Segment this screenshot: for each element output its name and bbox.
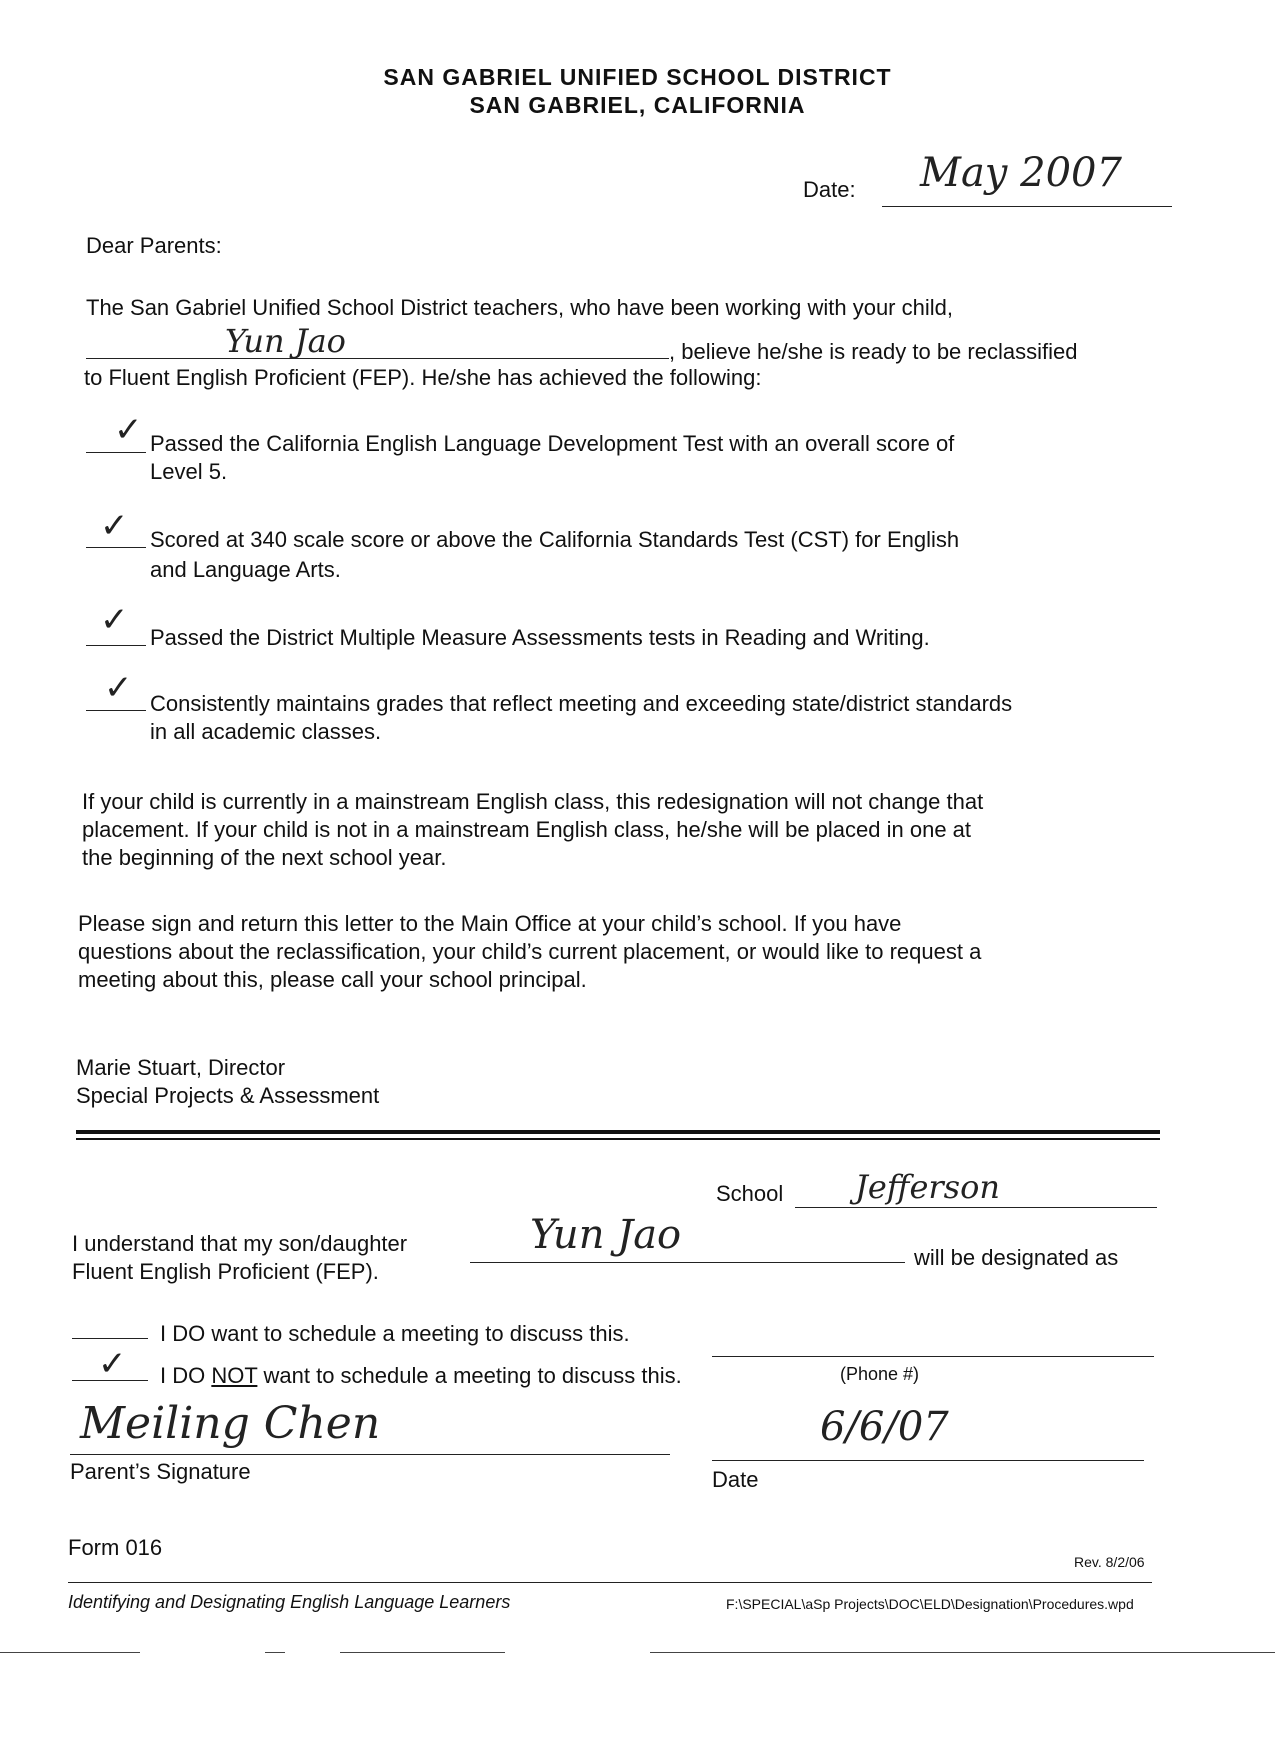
intro-line-3: to Fluent English Proficient (FEP). He/she has achieved the following: (84, 365, 762, 390)
criterion-1-text-cont: Level 5. (150, 459, 228, 484)
criterion-2-text-cont: and Language Arts. (150, 557, 341, 582)
parent-signature-handwritten: Meiling Chen (80, 1398, 381, 1449)
phone-line (712, 1356, 1154, 1357)
signatory-title: Special Projects & Assessment (76, 1083, 380, 1108)
criterion-2-checkmark: ✓ (100, 506, 129, 546)
criterion-1-blank (86, 452, 146, 453)
criterion-2-blank (86, 547, 146, 548)
intro-line-1: The San Gabriel Unified School District teachers, who have been working with your child, (86, 295, 953, 320)
school-line (795, 1207, 1157, 1208)
criterion-2-text: Scored at 340 scale score or above the California Standards Test (CST) for English (150, 527, 960, 552)
option-not-text (160, 1362, 682, 1390)
phone-label: (Phone #) (840, 1364, 920, 1384)
criterion-4-text-cont: in all academic classes. (150, 719, 382, 744)
revision-date: Rev. 8/2/06 (1074, 1554, 1145, 1570)
paragraph-2-line-1: Please sign and return this letter to the Main Office at your child’s school. If you have (78, 911, 902, 936)
option-not-checkmark: ✓ (98, 1344, 127, 1384)
signed-date-line (712, 1460, 1144, 1461)
salutation: Dear Parents: (86, 233, 222, 258)
date-line (882, 206, 1172, 207)
district-title: SAN GABRIEL UNIFIED SCHOOL DISTRICT (383, 64, 892, 90)
option-not-prefix: I DO (160, 1363, 212, 1388)
criterion-3-text: Passed the District Multiple Measure Assessments tests in Reading and Writing. (150, 625, 930, 650)
intro-line-2: , believe he/she is ready to be reclassified (669, 339, 1078, 364)
criterion-1-text: Passed the California English Language Development Test with an overall score of (150, 431, 955, 456)
date-handwritten: May 2007 (920, 150, 1122, 196)
option-not-suffix: want to schedule a meeting to discuss this. (257, 1363, 682, 1388)
slip-child-name-line (470, 1262, 905, 1263)
signatory-name: Marie Stuart, Director (76, 1055, 286, 1080)
paragraph-1-line-1: If your child is currently in a mainstream English class, this redesignation will not change that (82, 789, 984, 814)
signed-date-handwritten: 6/6/07 (820, 1404, 949, 1450)
criterion-4-checkmark: ✓ (104, 668, 133, 708)
criterion-3-blank (86, 645, 146, 646)
criterion-4-text: Consistently maintains grades that reflect meeting and exceeding state/district standards (150, 691, 1013, 716)
date-label: Date: (803, 177, 856, 202)
form-number: Form 016 (68, 1535, 163, 1560)
option-not-word: NOT (211, 1363, 258, 1388)
option-do-blank[interactable] (72, 1338, 148, 1339)
district-city: SAN GABRIEL, CALIFORNIA (469, 92, 806, 118)
footer-rule (68, 1582, 1152, 1583)
criterion-4-blank (86, 710, 146, 711)
school-handwritten: Jefferson (855, 1168, 1000, 1206)
signed-date-label: Date (712, 1467, 759, 1492)
signature-label: Parent’s Signature (70, 1459, 251, 1484)
understand-text: I understand that my son/daughter (72, 1231, 408, 1256)
criterion-3-checkmark: ✓ (100, 600, 129, 640)
option-do-text: I DO want to schedule a meeting to discuss this. (160, 1321, 630, 1346)
paragraph-1-line-3: the beginning of the next school year. (82, 845, 447, 870)
fep-text: Fluent English Proficient (FEP). (72, 1259, 379, 1284)
paragraph-2-line-3: meeting about this, please call your school principal. (78, 967, 587, 992)
child-name-handwritten: Yun Jao (225, 322, 346, 360)
paragraph-1-line-2: placement. If your child is not in a mainstream English class, he/she will be placed in one at (82, 817, 972, 842)
paragraph-2-line-2: questions about the reclassification, your child’s current placement, or would like to request a (78, 939, 982, 964)
designated-text: will be designated as (914, 1245, 1119, 1270)
criterion-1-checkmark: ✓ (114, 410, 143, 450)
footer-title: Identifying and Designating English Language Learners (68, 1592, 511, 1612)
child-name-line (86, 358, 669, 359)
school-label: School (716, 1181, 784, 1206)
footer-file-path: F:\SPECIAL\aSp Projects\DOC\ELD\Designation\Procedures.wpd (726, 1596, 1134, 1612)
signature-line (70, 1454, 670, 1455)
slip-child-name-handwritten: Yun Jao (530, 1212, 682, 1258)
